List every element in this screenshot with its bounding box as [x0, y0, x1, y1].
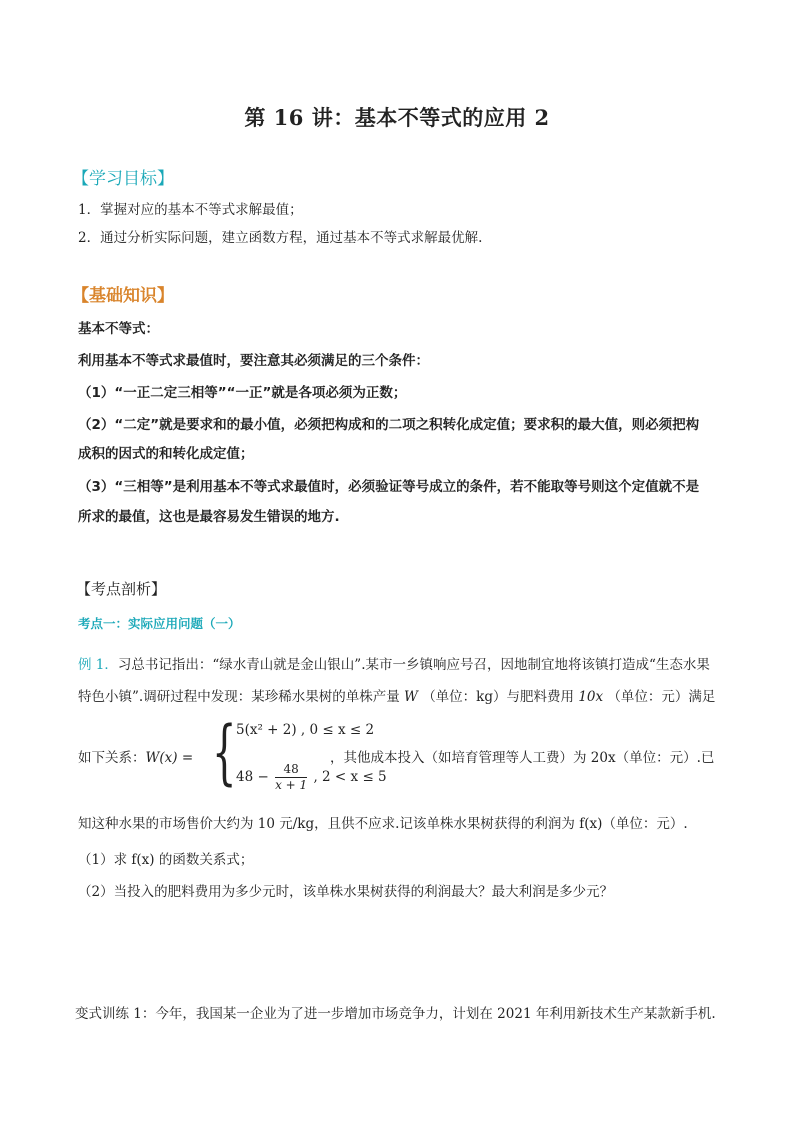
example-text: 特色小镇”.调研过程中发现：某珍稀水果树的单株产量 — [78, 689, 400, 705]
basics-line: 基本不等式： — [78, 321, 159, 337]
case2-pre: 48 − — [236, 769, 269, 785]
formula-lead: 如下关系： — [78, 750, 146, 766]
basics-line: （3）“三相等”是利用基本不等式求最值时，必须验证等号成立的条件，若不能取等号则这个定值就不是 — [78, 479, 700, 495]
analysis-heading: 【考点剖析】 — [76, 580, 167, 598]
objectives-heading: 【学习目标】 — [72, 169, 174, 189]
fraction-denominator: x + 1 — [275, 778, 308, 792]
question-2: （2）当投入的肥料费用为多少元时，该单株水果树获得的利润最大？最大利润是多少元？ — [78, 884, 614, 900]
example-line — [78, 653, 710, 673]
example-text: （单位：元）满足 — [607, 689, 716, 705]
variable-w: W — [404, 689, 418, 705]
question-1: （1）求 f(x) 的函数关系式； — [78, 852, 254, 868]
basics-heading: 【基础知识】 — [72, 286, 174, 306]
basics-line: 利用基本不等式求最值时，要注意其必须满足的三个条件： — [78, 353, 429, 369]
page-title: 第 16 讲：基本不等式的应用 2 — [244, 105, 550, 130]
formula-case-1: 5(x² + 2) , 0 ≤ x ≤ 2 — [236, 722, 375, 738]
basics-line: （2）“二定”就是要求和的最小值，必须把构成和的二项之积转化成定值；要求积的最大值，则必须把构 — [78, 417, 700, 433]
expression-10x: 10x — [578, 689, 604, 705]
objective-item: 2．通过分析实际问题，建立函数方程，通过基本不等式求解最优解. — [78, 230, 483, 246]
case2-post: , 2 < x ≤ 5 — [313, 769, 387, 785]
example-label: 例 1． — [78, 657, 118, 673]
example-line: 知这种水果的市场售价大约为 10 元/kg，且供不应求.记该单株水果树获得的利润为 f(x)（单位：元）. — [78, 816, 688, 832]
piecewise-formula — [78, 711, 738, 794]
example-text: 习总书记指出：“绿水青山就是金山银山”.某市一乡镇响应号召，因地制宜地将该镇打造成“生态水果 — [117, 657, 710, 673]
left-brace: { — [212, 711, 237, 793]
formula-tail: ，其他成本投入（如培育管理等人工费）为 20x（单位：元）.已 — [330, 750, 715, 766]
formula-lhs: W(x) = — [145, 750, 194, 766]
objective-item: 1．掌握对应的基本不等式求解最值； — [78, 202, 303, 218]
variant-training: 变式训练 1：今年，我国某一企业为了进一步增加市场竞争力，计划在 2021 年利用新技术生产某款新手机. — [75, 1006, 716, 1022]
basics-line: 成积的因式的和转化成定值； — [78, 446, 254, 462]
formula-case-2 — [236, 762, 387, 793]
basics-line: 所求的最值，这也是最容易发生错误的地方. — [78, 509, 340, 525]
fraction-numerator: 48 — [275, 762, 307, 778]
basics-line: （1）“一正二定三相等”“一正”就是各项必须为正数； — [78, 385, 407, 401]
example-text: （单位：kg）与肥料费用 — [422, 689, 575, 705]
fraction — [275, 762, 307, 793]
example-line — [78, 685, 715, 705]
key-point-title: 考点一：实际应用问题（一） — [78, 616, 241, 631]
